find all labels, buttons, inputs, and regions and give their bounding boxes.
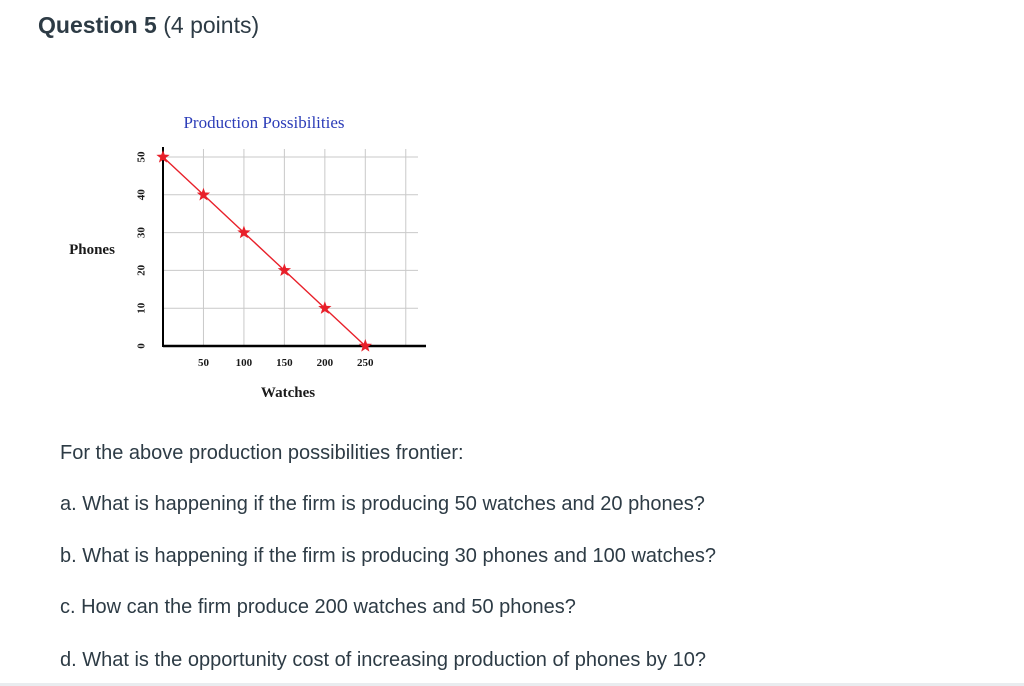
y-tick-labels: [136, 151, 148, 349]
question-points: (4 points): [163, 12, 260, 38]
chart-axes: [163, 147, 426, 347]
question-item-a: a. What is happening if the firm is producing 50 watches and 20 phones?: [60, 493, 705, 515]
question-item-c: c. How can the firm produce 200 watches and 50 phones?: [60, 596, 576, 618]
x-tick-labels: [198, 357, 374, 369]
chart-grid: [163, 149, 418, 346]
x-tick-label: 200: [316, 357, 334, 369]
x-tick-label: 50: [197, 357, 209, 369]
y-axis-title: Phones: [69, 242, 115, 258]
prompt-intro: For the above production possibilities frontier:: [60, 442, 464, 464]
x-axis-title: Watches: [260, 385, 316, 401]
ppf-line: [163, 157, 365, 346]
question-item-b: b. What is happening if the firm is producing 30 phones and 100 watches?: [60, 545, 716, 567]
y-tick-label: 0: [135, 343, 148, 349]
x-tick-label: 150: [276, 357, 293, 369]
ppf-series: [156, 150, 372, 352]
y-tick-label: 40: [135, 189, 148, 201]
chart-title: Production Possibilities: [183, 113, 345, 132]
x-tick-label: 250: [357, 357, 374, 369]
x-tick-label: 100: [235, 357, 253, 369]
y-tick-label: 30: [135, 227, 148, 239]
y-tick-label: 10: [135, 302, 148, 314]
y-tick-label: 20: [135, 264, 148, 276]
question-item-d: d. What is the opportunity cost of increasing production of phones by 10?: [60, 649, 706, 671]
question-title: Question 5: [38, 12, 157, 38]
y-tick-label: 50: [135, 151, 148, 163]
